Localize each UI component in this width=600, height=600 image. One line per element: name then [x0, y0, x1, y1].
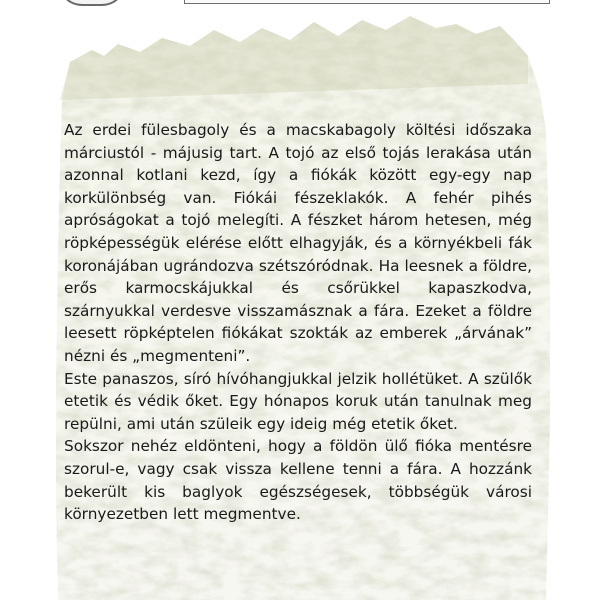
paragraph-rescue-decision: Sokszor nehéz eldönteni, hogy a földön ülő fióka mentésre szorul-e, vagy csak vissza kellene tenni a fára. A hozzánk bekerült kis baglyok egészségesek, többségük városi környezetben lett megmentve. — [64, 437, 532, 524]
paragraph-calls-and-flight: Este panaszos, síró hívóhangjukkal jelzik hollétüket. A szülők etetik és védik őket. Egy hónapos koruk után tanulnak meg repülni, ami után szüleik egy ideig még etetik őket. — [64, 369, 532, 433]
article-body — [64, 119, 532, 526]
paragraph-breeding-season: Az erdei fülesbagoly és a macskabagoly költési időszaka márciustól - májusig tart. A tojó az első tojás lerakása után azonnal kotlani kezd, így a fiókák között egy-egy nap korkülönbség van. Fiókái fészeklakók. A fehér pihés apróságokat a tojó melegíti. A fészket három hetesen, még röpképességük elérése előtt elhagyják, és a környékbeli fák koronájában ugrándozva szétszóródnak. Ha leesnek a földre, erős karmocskájukkal és csőrükkel kapaszkodva, szárnyukkal verdesve visszamásznak a fára. Ezeket a földre leesett röpképtelen fiókákat szokták az emberek „árvának” nézni és „megmenteni”. — [64, 121, 532, 365]
